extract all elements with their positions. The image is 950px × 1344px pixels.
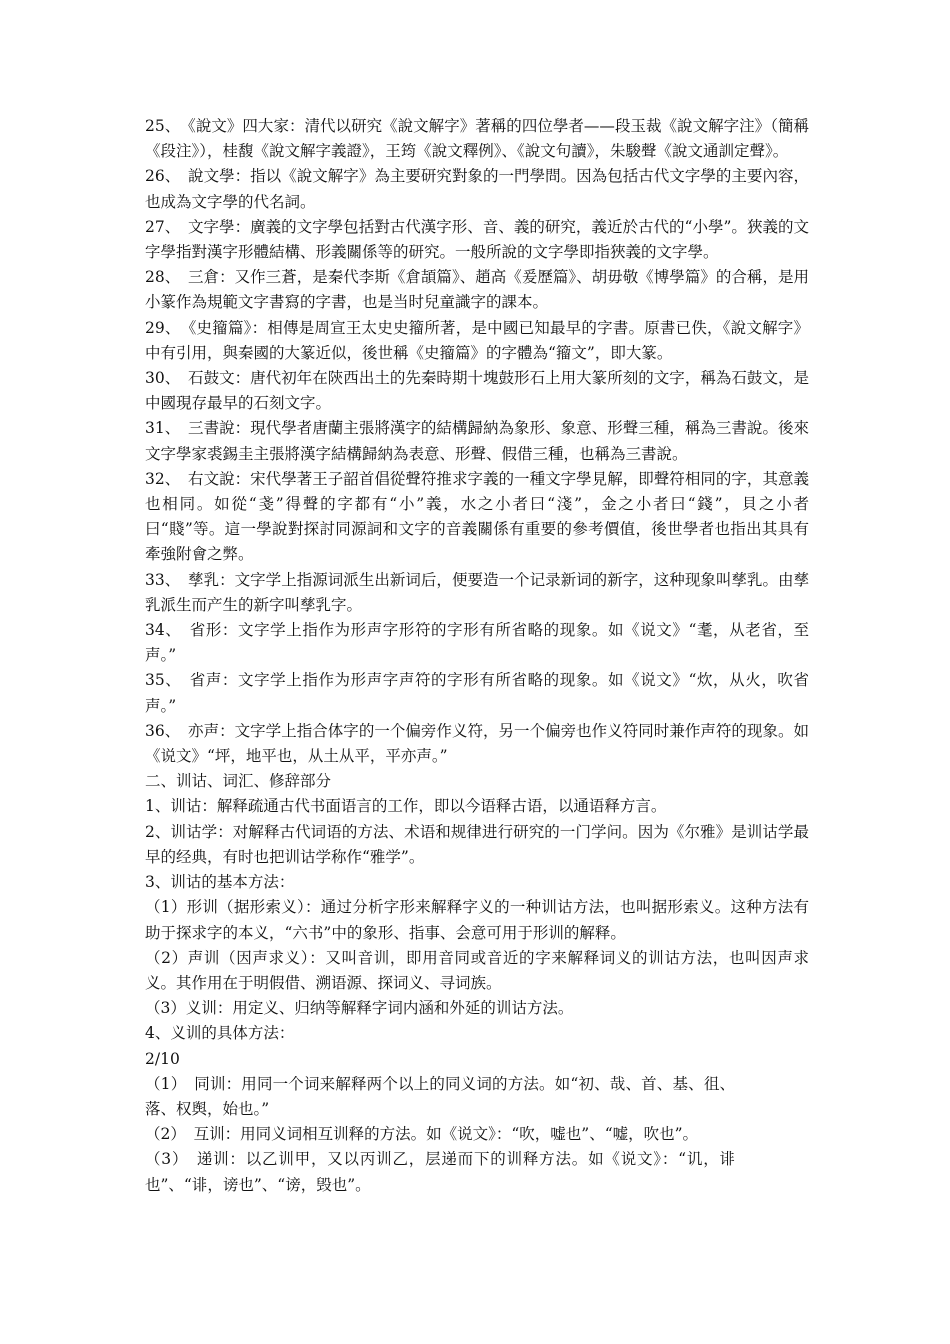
- item-3: 3、训诂的基本方法：: [145, 873, 295, 892]
- entry-31: 31、 三書說：現代學者唐蘭主張將漢字的結構歸納為象形、象意、形聲三種，稱為三書說。後來文字學家裘錫圭主張將漢字結構歸納為表意、形聲、假借三種，也稱為三書說。: [145, 419, 809, 463]
- entry-34: 34、 省形：文字学上指作为形声字形符的字形有所省略的现象。如《说文》“耄，从老省，至声。”: [145, 621, 809, 665]
- entry-33: 33、 孳乳：文字学上指源词派生出新词后，便要造一个记录新词的新字，这种现象叫孳乳。由孳乳派生而产生的新字叫孳乳字。: [145, 570, 809, 614]
- entry-29: 29、 《史籀篇》：相傳是周宣王太史史籀所著，是中國已知最早的字書。原書已佚，《說文解字》中有引用，與秦國的大篆近似，後世稱《史籀篇》的字體為“籀文”，即大篆。: [145, 318, 809, 362]
- item-4-2: （2） 互训：用同义词相互训释的方法。如《说文》：“吹，嘘也”、“嘘，吹也”。: [145, 1125, 699, 1144]
- entry-25: 25、 《說文》四大家：清代以研究《說文解字》著稱的四位學者——段玉裁《說文解字注》（簡稱《段注》），桂馥《說文解字義證》，王筠《說文釋例》、《說文句讀》，朱駿聲《說文通訓定聲》。: [145, 117, 809, 161]
- item-2: 2、训诂学：对解释古代词语的方法、术语和规律进行研究的一门学问。因为《尔雅》是训诂学最早的经典，有时也把训诂学称作“雅学”。: [145, 822, 809, 866]
- entry-32: 32、 右文說：宋代學著王子韶首倡從聲符推求字義的一種文字學見解，即聲符相同的字，其意義也相同。如從“戔”得聲的字都有“小”義，水之小者曰“淺”，金之小者曰“錢”，貝之小者曰“賤”等。這一學說對探討同源詞和文字的音義關係有重要的參考價值，後世學者也指出其具有牽強附會之弊。: [145, 469, 809, 564]
- item-1: 1、训诂：解释疏通古代书面语言的工作，即以今语释古语，以通语释方言。: [145, 797, 667, 816]
- entry-35: 35、 省声：文字学上指作为形声字声符的字形有所省略的现象。如《说文》“炊，从火，吹省声。”: [145, 671, 809, 715]
- item-4-1: （1） 同训：用同一个词来解释两个以上的同义词的方法。如“初、哉、首、基、徂、落、权舆，始也。”: [145, 1074, 735, 1118]
- item-3-3: （3）义训：用定义、归纳等解释字词内涵和外延的训诂方法。: [145, 999, 574, 1018]
- document-body: [145, 114, 809, 1198]
- entry-30: 30、 石鼓文：唐代初年在陝西出土的先秦時期十塊鼓形石上用大篆所刻的文字，稱為石鼓文，是中國現存最早的石刻文字。: [145, 369, 809, 413]
- page-number: 2/10: [145, 1049, 180, 1068]
- item-3-1: （1）形训（据形索义）：通过分析字形来解释字义的一种训诂方法，也叫据形索义。这种方法有助于探求字的本义，“六书”中的象形、指事、会意可用于形训的解释。: [145, 898, 809, 942]
- item-4: 4、义训的具体方法：: [145, 1024, 295, 1043]
- entry-26: 26、 說文學：指以《說文解字》為主要研究對象的一門學問。因為包括古代文字學的主要內容，也成為文字學的代名詞。: [145, 167, 809, 211]
- entry-27: 27、 文字學：廣義的文字學包括對古代漢字形、音、義的研究，義近於古代的“小學”。狹義的文字學指對漢字形體結構、形義關係等的研究。一般所說的文字學即指狹義的文字學。: [145, 217, 809, 262]
- item-3-2: （2）声训（因声求义）：又叫音训，即用音同或音近的字来解释词义的训诂方法，也叫因声求义。其作用在于明假借、溯语源、探词义、寻词族。: [145, 948, 809, 992]
- item-4-3: （3） 递训：以乙训甲，又以丙训乙，层递而下的训释方法。如《说文》：“讥，诽也”、“诽，谤也”、“谤，毁也”。: [145, 1150, 735, 1194]
- entry-28: 28、 三倉：又作三蒼，是秦代李斯《倉頡篇》、趙高《爰歷篇》、胡毋敬《博學篇》的合稱，是用小篆作為規範文字書寫的字書，也是当时兒童識字的課本。: [145, 268, 809, 312]
- section-heading: 二、训诂、词汇、修辞部分: [145, 772, 332, 791]
- entry-36: 36、 亦声：文字学上指合体字的一个偏旁作义符，另一个偏旁也作义符同时兼作声符的现象。如《说文》“坪，地平也，从土从平，平亦声。”: [145, 721, 809, 766]
